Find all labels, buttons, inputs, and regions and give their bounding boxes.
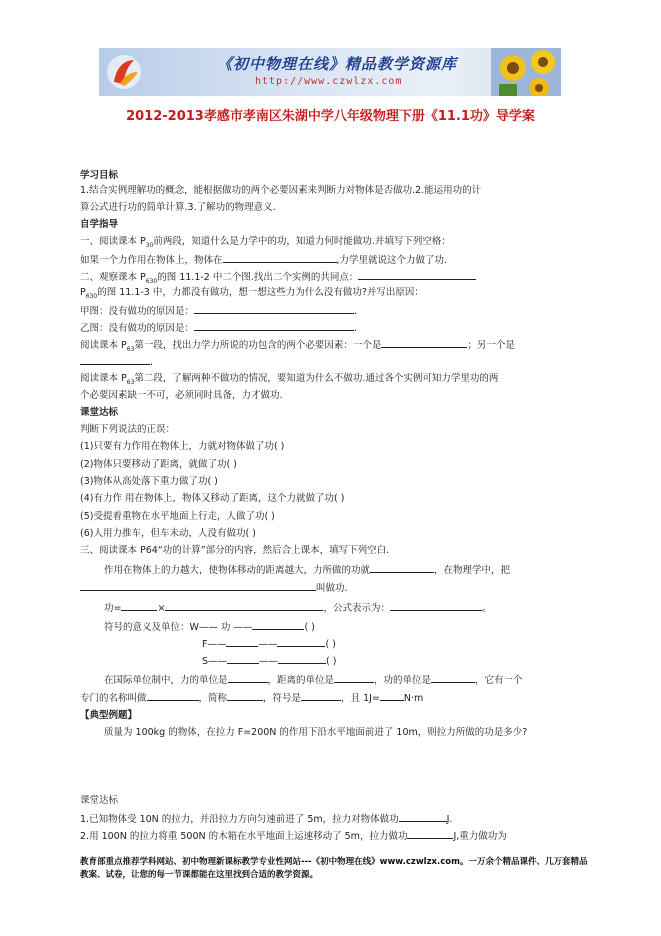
judge-item-5: (5)受提着重物在水平地面上行走，人做了功( ) [80,511,275,522]
judge-item-1: (1)只要有力作用在物体上，力就对物体做了功( ) [80,441,285,452]
exercise-1: 1.已知物体受 10N 的拉力，并沿拉力方向匀速前进了 5m，拉力对物体做功 J. [80,814,453,825]
si-units: 在国际单位制中，力的单位是 ，距离的单位是 ，功的单位是 ，它有一个 [104,675,523,686]
blank-field[interactable] [80,581,316,591]
blank-field[interactable] [194,321,354,331]
banner-title: 《初中物理在线》精品教学资源库 [217,55,458,73]
judge-intro: 判断下列说法的正误： [80,424,176,435]
blank-field[interactable] [358,270,476,280]
blank-field[interactable] [226,637,258,647]
blank-field[interactable] [278,654,326,664]
blank-field[interactable] [431,673,475,683]
section-heading-self-study: 自学指导 [80,219,119,230]
blank-field[interactable] [277,637,325,647]
judge-item-4: (4)有力作 用在物体上，物体又移动了距离，这个力就做了功( ) [80,493,345,504]
study-step-3: 三、阅读课本 P64“功的计算”部分的内容，然后合上课本，填写下列空白. [80,545,390,556]
blank-field[interactable] [380,691,404,701]
work-definition: 叫做功. [80,581,348,595]
symbol-f: F—— —— ( ) [202,639,336,650]
blank-field[interactable] [334,673,374,683]
site-logo-icon [106,54,142,90]
section-heading-classroom: 课堂达标 [80,407,119,418]
banner-url[interactable]: http://www.czwlzx.com [255,76,403,87]
fill-blank-definition: 如果一个力作用在物体上，物体在 ,力学里就说这个力做了功. [80,255,448,266]
blank-field[interactable] [381,338,467,348]
objective-line-2: 算公式进行功的简单计算.3.了解功的物理意义. [80,202,276,213]
blank-field[interactable] [370,563,434,573]
blank-field[interactable] [301,691,341,701]
symbol-w: 符号的意义及单位：W—— 功 —— ( ) [104,622,315,633]
read-factors-cont: . [80,355,153,369]
blank-field[interactable] [80,355,150,365]
blank-field[interactable] [399,812,447,822]
blank-field[interactable] [227,691,263,701]
study-step-1: 一、阅读课本 $P_{30}$前两段，知道什么是力学中的功，知道力何时能做功.并填写下列空格： [80,236,451,249]
blank-field[interactable] [227,654,259,664]
blank-field[interactable] [228,673,268,683]
section-heading-classroom-2: 课堂达标 [80,795,119,806]
work-formula: 功= × ，公式表示为： 。 [104,603,492,614]
section-heading-example: 【典型例题】 [80,710,138,721]
judge-item-2: (2)物体只要移动了距离，就做了功( ) [80,459,237,470]
read-no-work-cont: 个必要因素缺一不可，必须同时具备，力才做功. [80,390,283,401]
blank-field[interactable] [223,253,337,263]
blank-field[interactable] [121,601,157,611]
symbol-s: S—— —— ( ) [202,656,337,667]
blank-field[interactable] [252,620,304,630]
si-units-name: 专门的名称叫做 ，简称 ，符号是 ，且 1J= N·m [80,693,424,704]
reason-yi: 乙图：没有做功的原因是： . [80,323,358,334]
read-no-work: 阅读课本 $P_{63}$第二段，了解两种不做功的情况，要知道为什么不做功.通过各个实例可知力学里功的两 [80,373,499,386]
blank-field[interactable] [147,691,199,701]
blank-field[interactable] [390,601,482,611]
blank-field[interactable] [165,601,323,611]
example-question: 质量为 100kg 的物体，在拉力 F=200N 的作用下沿水平地面前进了 10m，则拉力所做的功是多少? [104,727,528,738]
study-step-2b: $P_{630}$的图 11.1-3 中，力都没有做功，想一想这些力为什么没有做功?并写出原因： [80,287,424,300]
header-banner [99,48,561,96]
reason-jia: 甲图：没有做功的原因是： . [80,306,358,317]
blank-field[interactable] [194,304,354,314]
judge-item-6: (6)人用力推车，但车未动，人没有做功( ) [80,528,256,539]
exercise-2: 2.用 100N 的拉力将重 500N 的木箱在水平地面上运速移动了 5m，拉力做功 J,重力做功为 [80,831,507,842]
objective-line-1: 1.结合实例理解功的概念，能根据做功的两个必要因素来判断力对物体是否做功.2.能运用功的计 [80,185,482,196]
study-step-2: 二、观察课本 $P_{630}$的图 11.1-2 中二个图.找出二个实例的共同点： [80,270,476,288]
work-magnitude: 作用在物体上的力越大，使物体移动的距离越大，力所做的功就 ，在物理学中，把 [104,565,511,576]
judge-item-3: (3)物体从高处落下重力做了功( ) [80,476,218,487]
sunflower-icon [491,48,561,96]
document-title: 2012-2013孝感市孝南区朱湖中学八年级物理下册《11.1功》导学案 [126,109,535,124]
section-heading-objectives: 学习目标 [80,170,119,181]
page-footer: 教育部重点推荐学科网站、初中物理新课标教学专业性网站---《初中物理在线》www.czwlzx.com。一万余个精品课件、几万套精品教案、试卷，让您的每一节课都能在这里找到合适的教学资源。 [80,857,588,880]
blank-field[interactable] [407,829,453,839]
read-factors: 阅读课本 $P_{63}$第一段，找出力学力所说的功包含的两个必要因素：一个是 ；另一个是 [80,340,515,353]
